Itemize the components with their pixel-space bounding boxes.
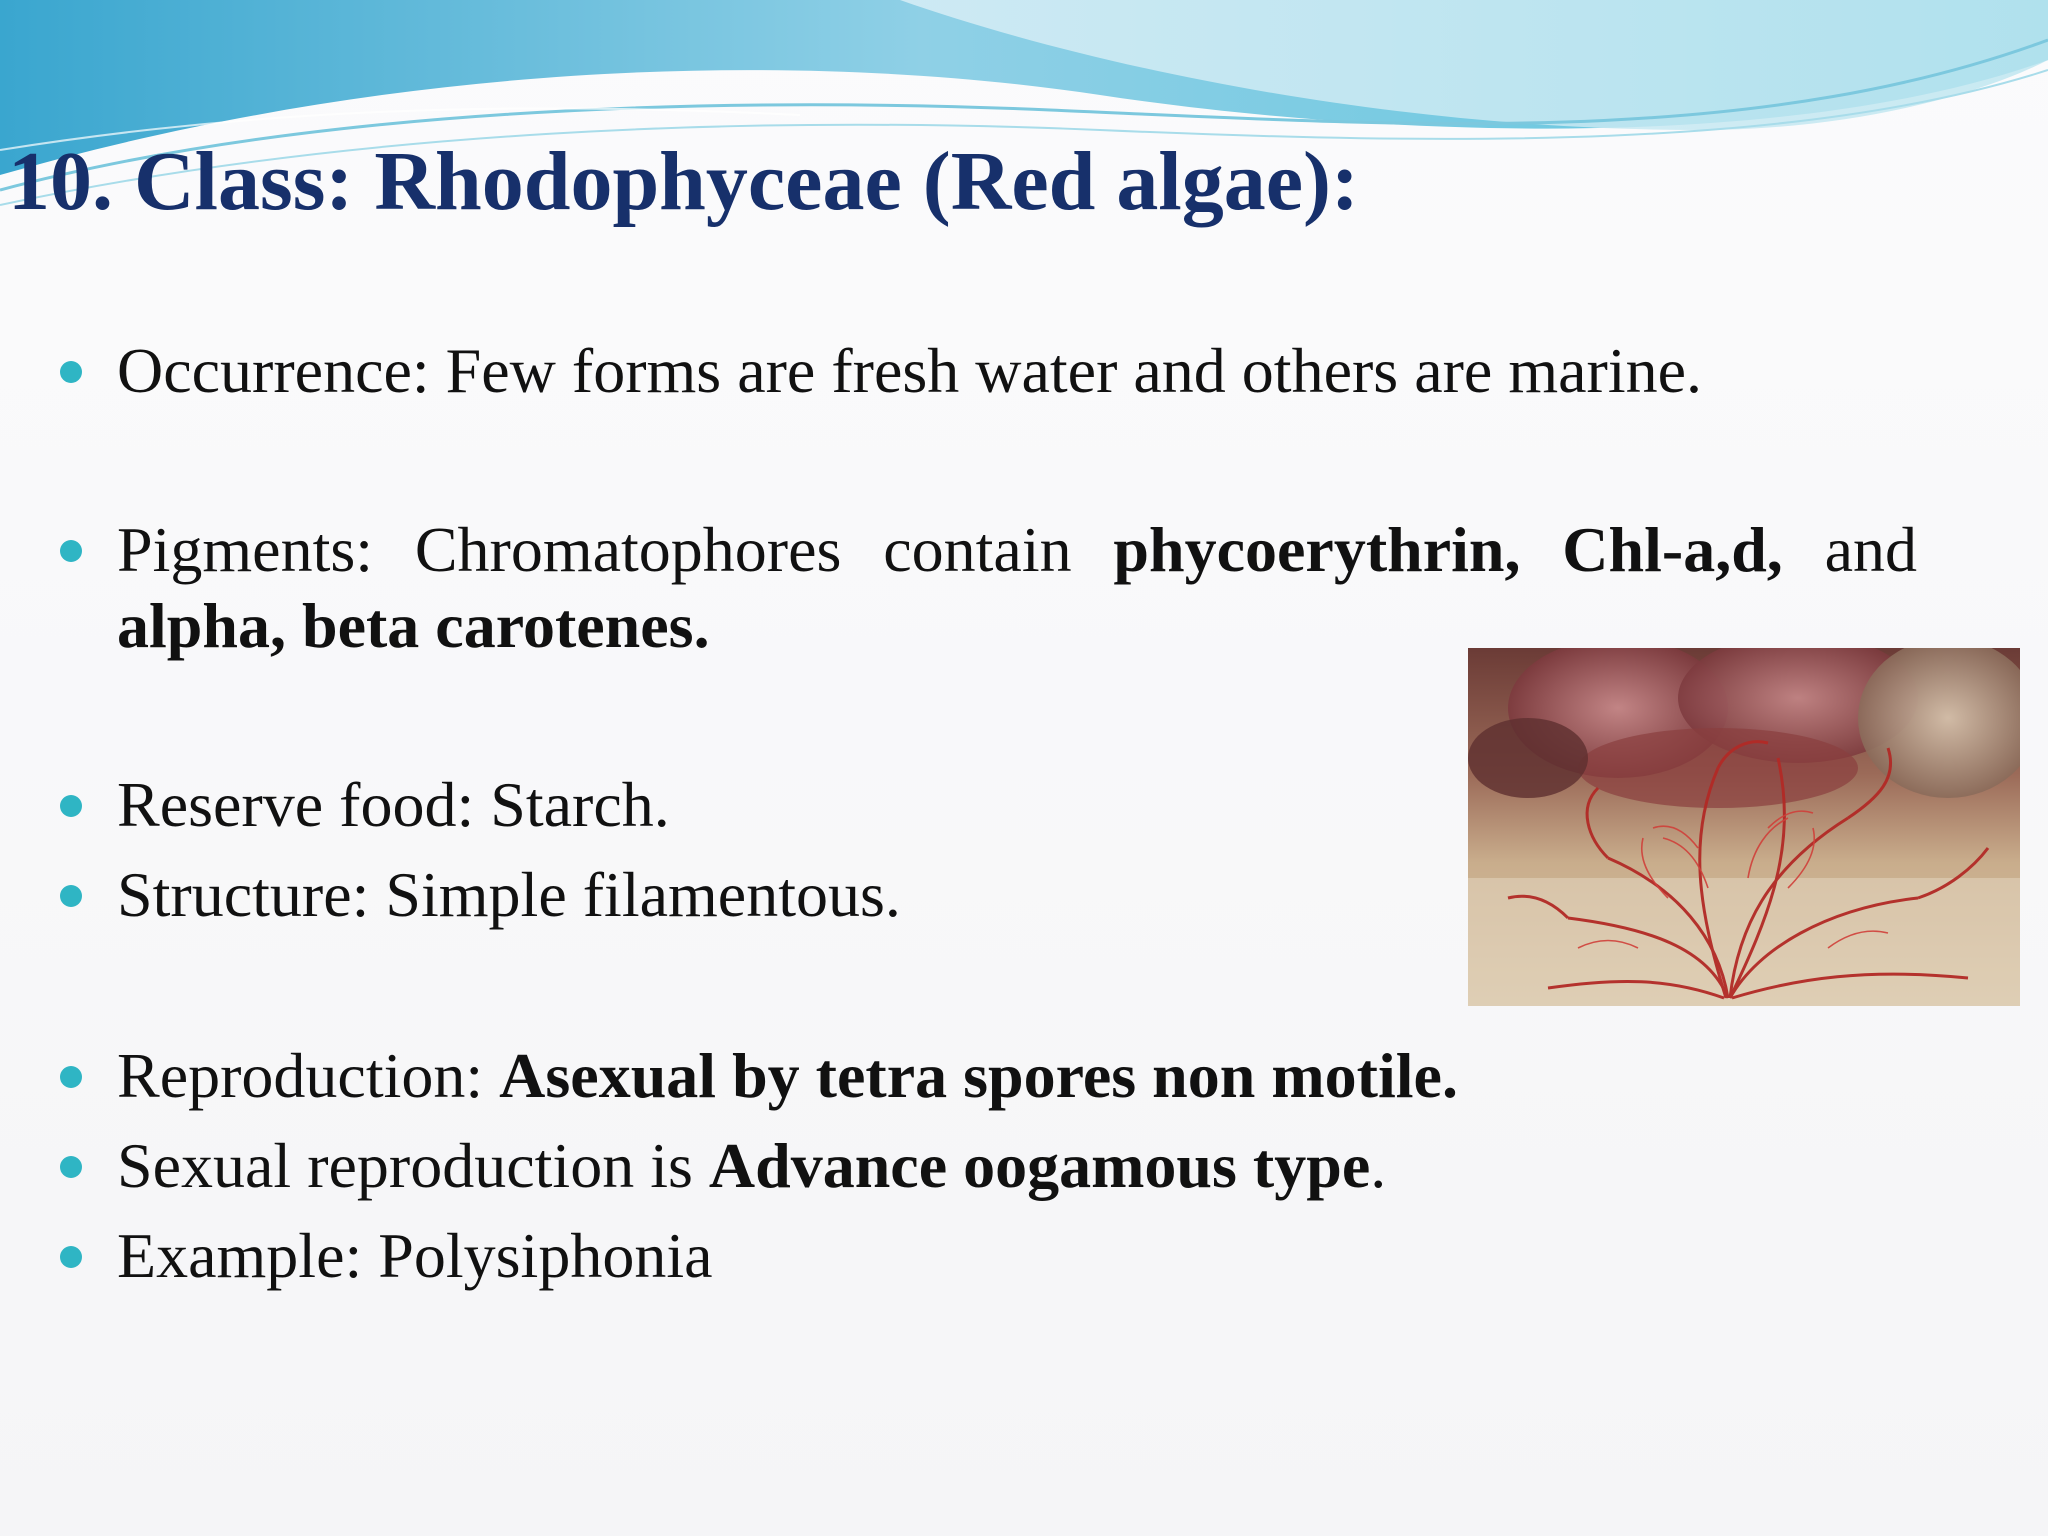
bullet-text-part: Example: Polysiphonia <box>117 1220 713 1291</box>
bullet-text-part: . <box>1370 1130 1387 1201</box>
bullet-text-bold: Advance oogamous type <box>708 1130 1371 1201</box>
bullet-text-part: Pigments: Chromatophores contain <box>117 514 1114 585</box>
bullet-dot-icon <box>60 1066 82 1088</box>
bullet-text-bold: Asexual by tetra spores non motile. <box>499 1040 1458 1111</box>
bullet-dot-icon <box>60 885 82 907</box>
bullet-text-bold: phycoerythrin, Chl-a,d, <box>1113 514 1783 585</box>
bullet-text-part: Sexual reproduction is <box>117 1130 709 1201</box>
bullet-dot-icon <box>60 361 82 383</box>
bullet-dot-icon <box>60 795 82 817</box>
bullet-text-part: Reproduction: <box>117 1040 500 1111</box>
bullet-dot-icon <box>60 1246 82 1268</box>
bullet-text-part: Reserve food: Starch. <box>117 769 670 840</box>
bullet-text-bold: alpha, beta carotenes. <box>117 590 710 661</box>
bullet-text-part: Structure: Simple filamentous. <box>117 859 901 930</box>
bullet-text <box>117 512 1917 664</box>
bullet-text <box>117 1128 1880 1204</box>
bullet-pigments <box>60 512 1918 664</box>
bullet-text-part: and <box>1782 514 1918 585</box>
bullet-text <box>117 1218 1880 1294</box>
bullet-example <box>60 1218 1880 1294</box>
bullet-occurrence <box>60 333 1880 409</box>
bullet-dot-icon <box>60 540 82 562</box>
bullet-text-part: Occurrence: Few forms are fresh water and others are marine. <box>117 335 1702 406</box>
bullet-sexual-reproduction <box>60 1128 1880 1204</box>
bullet-text <box>117 1038 1880 1114</box>
bullet-text <box>117 333 1880 409</box>
bullet-dot-icon <box>60 1156 82 1178</box>
slide-title: 10. Class: Rhodophyceae (Red algae): <box>8 135 1359 228</box>
bullet-reproduction <box>60 1038 1880 1114</box>
red-algae-photo <box>1468 648 2020 1006</box>
